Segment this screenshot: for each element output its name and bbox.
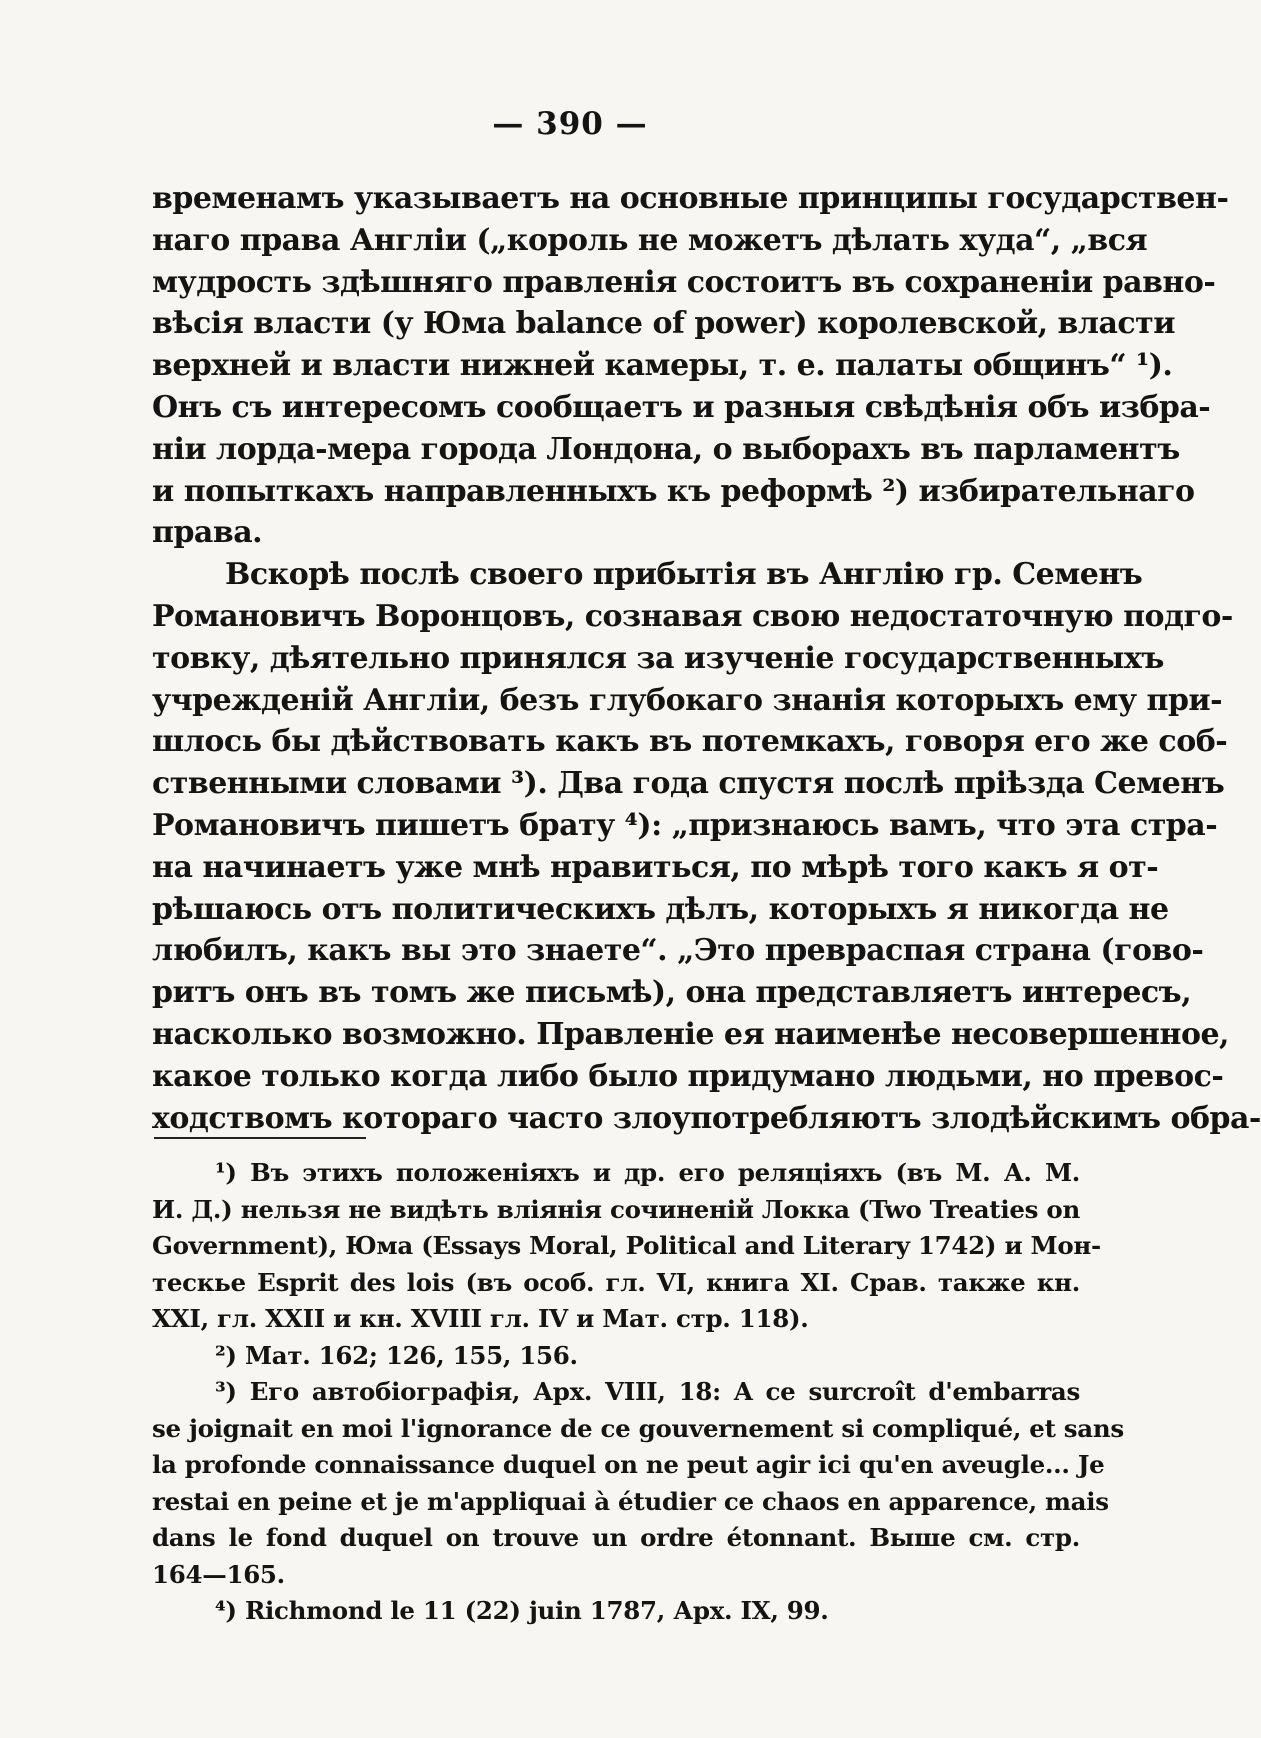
text-line: и попыткахъ направленныхъ къ реформѣ ²) избирательнаго <box>152 473 1195 509</box>
footnote-line: restai en peine et je m'appliquai à étudier ce chaos en apparence, mais <box>152 1486 1109 1516</box>
text-line: наго права Англіи („король не можетъ дѣлать худа“, „вся <box>152 222 1148 258</box>
footnote-line: se joignait en moi l'ignorance de ce gouvernement si compliqué, et sans <box>152 1413 1124 1443</box>
text-line: Онъ съ интересомъ сообщаетъ и разныя свѣдѣнія объ избра- <box>152 389 1211 425</box>
main-text <box>152 178 1261 1139</box>
text-line: вѣсія власти (у Юма balance of power) королевской, власти <box>152 306 1176 342</box>
footnotes <box>152 1155 1124 1630</box>
text-line: насколько возможно. Правленіе ея наименѣе несовершенное, <box>152 1016 1229 1052</box>
text-line: ственными словами ³). Два года спустя послѣ пріѣзда Семенъ <box>152 766 1225 802</box>
footnote-line: ¹) Въ этихъ положеніяхъ и др. его реляціяхъ (въ М. А. М. <box>215 1158 1080 1187</box>
footnote-line: la profonde connaissance duquel on ne peut agir ici qu'en aveugle... Je <box>152 1450 1105 1479</box>
footnote-line: Government), Юма (Essays Moral, Political and Literary 1742) и Мон- <box>152 1231 1101 1260</box>
footnote-divider <box>154 1137 366 1139</box>
text-line: временамъ указываетъ на основные принципы государствен- <box>152 181 1229 216</box>
text-line: права. <box>152 515 263 551</box>
text-line: любилъ, какъ вы это знаете“. „Это превраспая страна (гово- <box>152 933 1204 969</box>
text-line: учрежденій Англіи, безъ глубокаго знанія которыхъ ему при- <box>152 682 1223 718</box>
text-line: ритъ онъ въ томъ же письмѣ), она представляетъ интересъ, <box>152 975 1192 1011</box>
text-line: ходствомъ котораго часто злоупотребляютъ злодѣйскимъ обра- <box>152 1100 1261 1136</box>
text-line: рѣшаюсь отъ политическихъ дѣлъ, которыхъ я никогда не <box>152 891 1169 927</box>
text-line: Вскорѣ послѣ своего прибытія въ Англію гр. Семенъ <box>225 557 1143 593</box>
footnote-line: ³) Его автобіографія, Арх. VIII, 18: A ce surcroît d'embarras <box>215 1377 1080 1406</box>
text-line: товку, дѣятельно принялся за изученіе государственныхъ <box>152 640 1164 676</box>
text-line: Романовичъ Воронцовъ, сознавая свою недостаточную подго- <box>152 598 1233 634</box>
page-number: — 390 — <box>492 106 648 142</box>
footnote-line: dans le fond duquel on trouve un ordre étonnant. Выше см. стр. <box>152 1523 1080 1552</box>
footnote-line: ⁴) Richmond le 11 (22) juin 1787, Арх. IX, 99. <box>215 1596 829 1625</box>
text-line: верхней и власти нижней камеры, т. е. палаты общинъ“ ¹). <box>152 348 1173 384</box>
footnote-line: тескье Esprit des lois (въ особ. гл. VI, книга XI. Срав. также кн. <box>152 1267 1080 1297</box>
footnote-line: XXI, гл. XXII и кн. XVIII гл. IV и Мат. стр. 118). <box>152 1304 809 1333</box>
text-line: на начинаетъ уже мнѣ нравиться, по мѣрѣ того какъ я от- <box>152 849 1159 885</box>
text-line: мудрость здѣшняго правленія состоитъ въ сохраненіи равно- <box>152 264 1216 300</box>
footnote-line: 164—165. <box>152 1559 285 1589</box>
text-line: ніи лорда-мера города Лондона, о выборахъ въ парламентъ <box>152 431 1180 467</box>
footnote-line: И. Д.) нельзя не видѣть вліянія сочиненій Локка (Two Treaties on <box>152 1194 1080 1224</box>
text-line: шлось бы дѣйствовать какъ въ потемкахъ, говоря его же соб- <box>152 724 1228 760</box>
footnote-line: ²) Мат. 162; 126, 155, 156. <box>215 1340 578 1370</box>
text-line: какое только когда либо было придумано людьми, но превос- <box>152 1058 1224 1094</box>
text-line: Романовичъ пишетъ брату ⁴): „признаюсь вамъ, что эта стра- <box>152 807 1218 843</box>
